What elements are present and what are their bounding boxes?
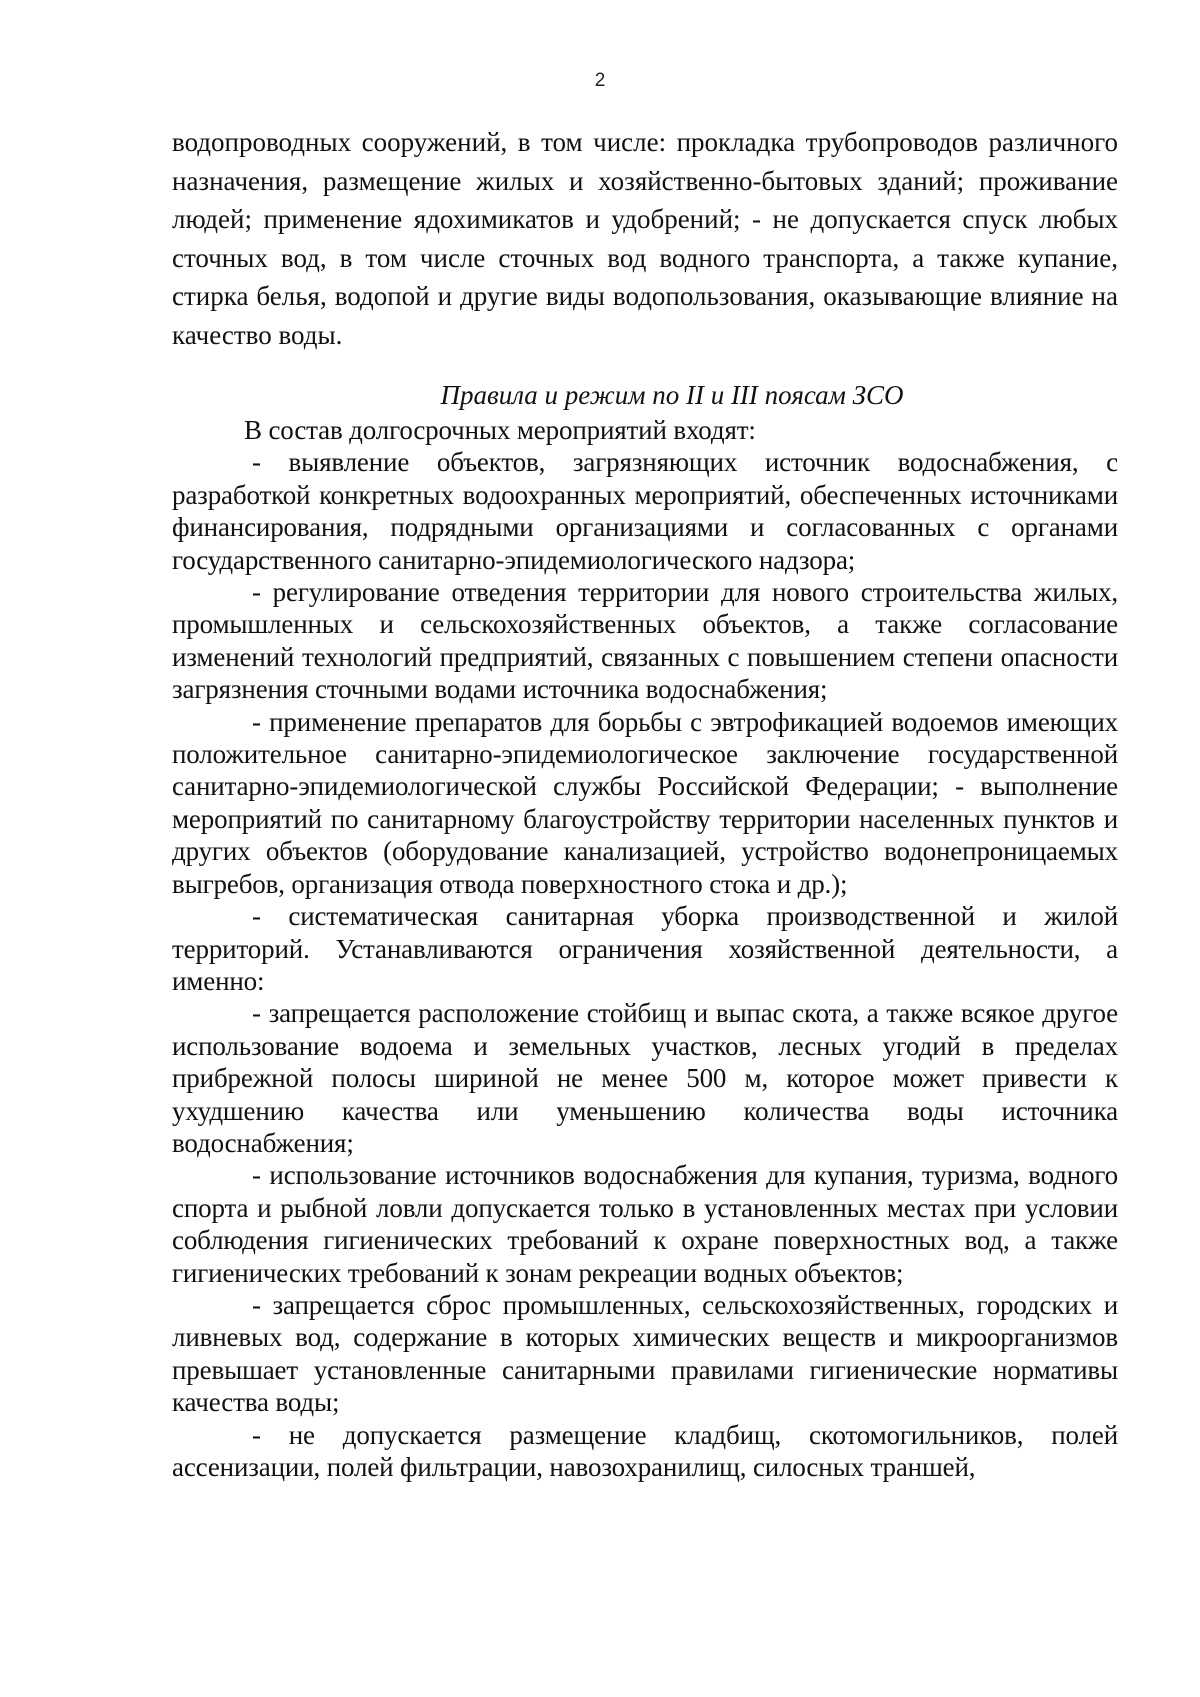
- list-item: - применение препаратов для борьбы с эвтрофикацией водоемов имеющих положительное санитарно-эпидемиологическое заключение государственной санитарно-эпидемиологической службы Российской Федерации; - выполнение мероприятий по санитарному благоустройству территории населенных пунктов и других объектов (оборудование канализацией, устройство водонепроницаемых выгребов, организация отвода поверхностного стока и др.);: [172, 706, 1118, 899]
- page-number: 2: [594, 70, 606, 91]
- list-item: - использование источников водоснабжения для купания, туризма, водного спорта и рыбной ловли допускается только в установленных местах при условии соблюдения гигиенических требований к охране поверхностных вод, а также гигиенических требований к зонам рекреации водных объектов;: [172, 1160, 1118, 1288]
- list-item: - выявление объектов, загрязняющих источник водоснабжения, с разработкой конкретных водоохранных мероприятий, обеспеченных источниками финансирования, подрядными организациями и согласованных с органами государственного санитарно-эпидемиологического надзора;: [172, 447, 1118, 575]
- list-item: - не допускается размещение кладбищ, скотомогильников, полей ассенизации, полей фильтрации, навозохранилищ, силосных траншей,: [172, 1419, 1118, 1482]
- paragraph-intro-list: В состав долгосрочных мероприятий входят:: [244, 415, 756, 445]
- intro-paragraph: водопроводных сооружений, в том числе: прокладка трубопроводов различного назначения, размещение жилых и хозяйственно-бытовых зданий; проживание людей; применение ядохимикатов и удобрений; - не допускается спуск любых сточных вод, в том числе сточных вод водного транспорта, а также купание, стирка белья, водопой и другие виды водопользования, оказывающие влияние на качество воды.: [172, 127, 1118, 350]
- list-item: - систематическая санитарная уборка производственной и жилой территорий. Устанавливаются ограничения хозяйственной деятельности, а именно:: [172, 901, 1118, 996]
- list-item: - запрещается расположение стойбищ и выпас скота, а также всякое другое использование водоема и земельных участков, лесных угодий в пределах прибрежной полосы шириной не менее 500 м, которое может привести к ухудшению качества или уменьшению количества воды источника водоснабжения;: [172, 998, 1118, 1158]
- list-item: - регулирование отведения территории для нового строительства жилых, промышленных и сельскохозяйственных объектов, а также согласование изменений технологий предприятий, связанных с повышением степени опасности загрязнения сточными водами источника водоснабжения;: [172, 577, 1118, 705]
- section-heading: Правила и режим по II и III поясам ЗСО: [440, 380, 904, 410]
- document-body: [172, 123, 1118, 1483]
- list-item: - запрещается сброс промышленных, сельскохозяйственных, городских и ливневых вод, содержание в которых химических веществ и микроорганизмов превышает установленные санитарными правилами гигиенические нормативы качества воды;: [172, 1289, 1118, 1418]
